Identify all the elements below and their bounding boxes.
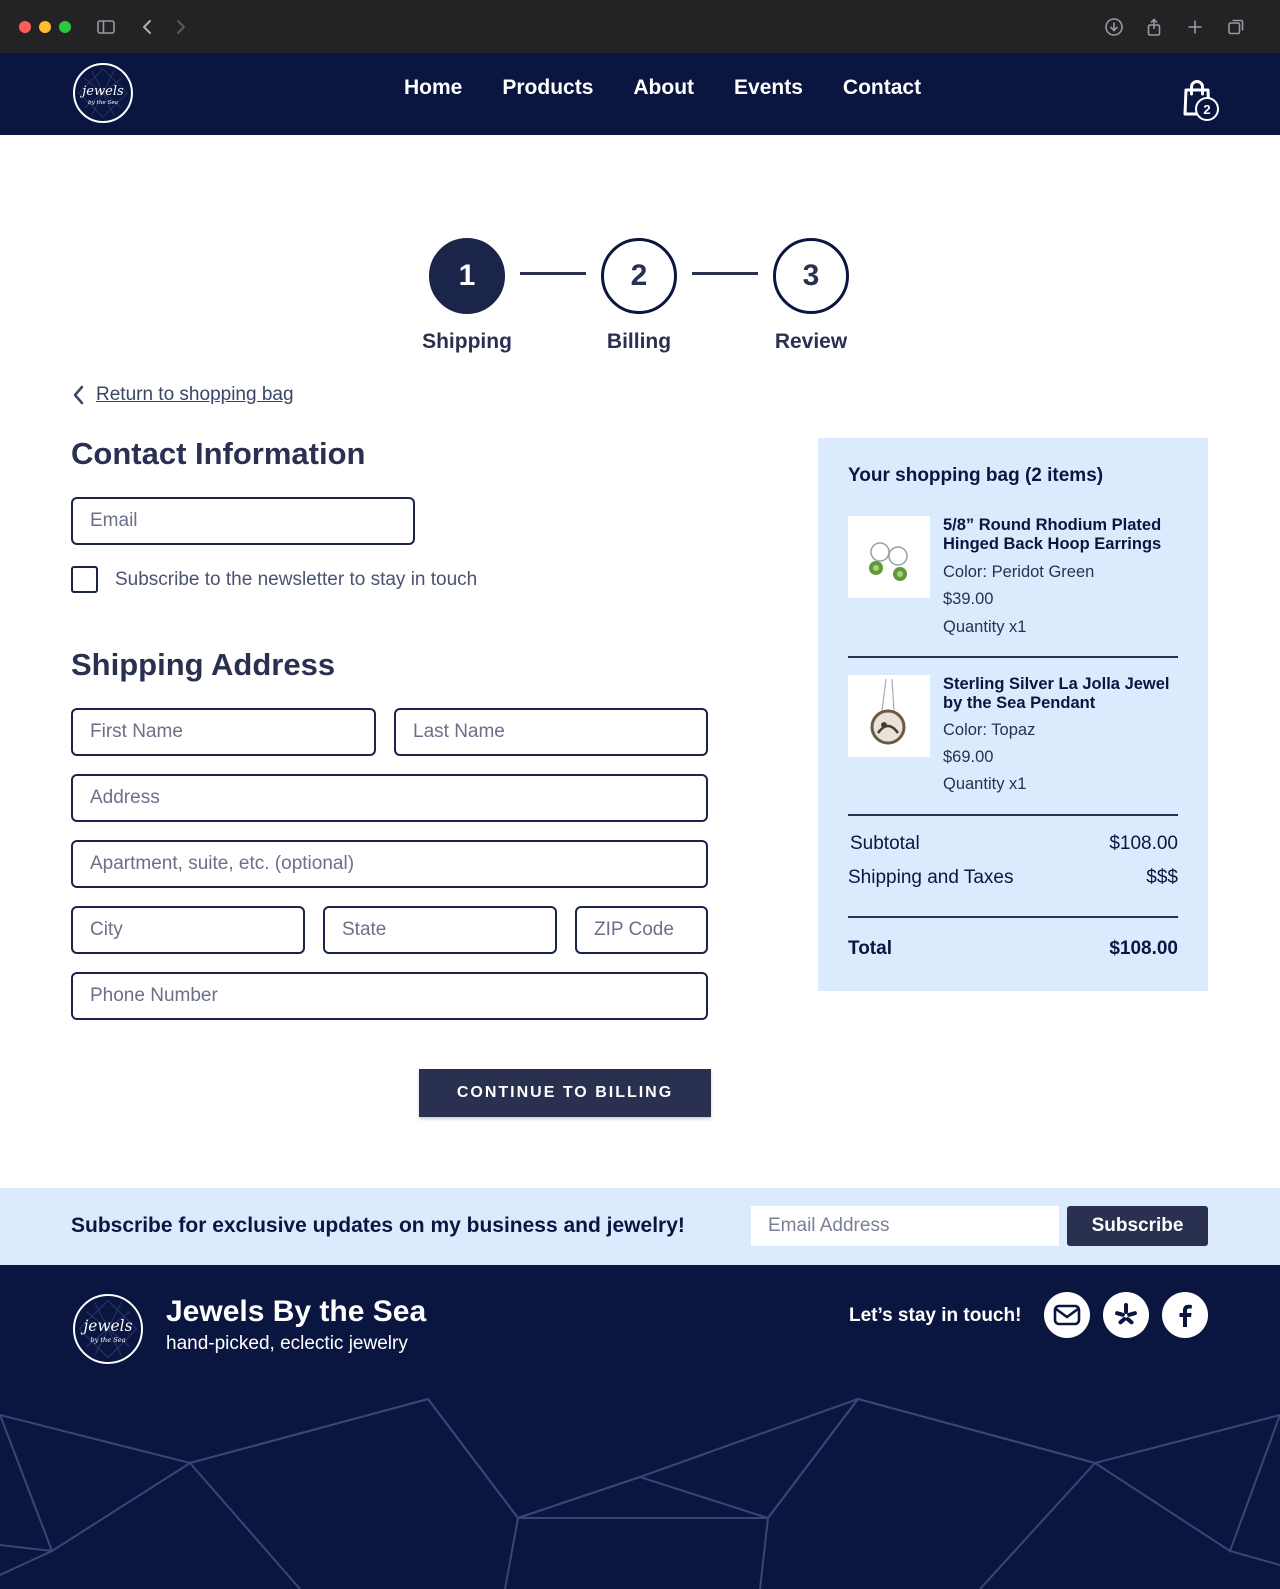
back-icon[interactable]: [135, 14, 161, 40]
main-nav: [384, 53, 941, 123]
bag-count-badge[interactable]: 2: [1195, 97, 1219, 121]
site-footer: [0, 1265, 1280, 1589]
step-connector: [520, 272, 586, 275]
newsletter-band: [0, 1188, 1280, 1265]
chevron-left-icon: [70, 384, 88, 406]
nav-link-events[interactable]: Events: [734, 76, 803, 99]
item-name: 5/8” Round Rhodium Plated Hinged Back Hoop Earrings: [943, 516, 1162, 553]
shipping-taxes-value: $$$: [1146, 867, 1178, 888]
shipping-taxes-label: Shipping and Taxes: [848, 867, 1014, 888]
facebook-icon[interactable]: [1162, 1292, 1208, 1338]
order-summary-title: Your shopping bag (2 items): [848, 465, 1104, 486]
new-tab-icon[interactable]: [1182, 14, 1208, 40]
total-label: Total: [848, 938, 892, 959]
item-quantity: Quantity x1: [943, 775, 1027, 793]
phone-number-input[interactable]: [73, 974, 706, 1018]
minimize-window-button[interactable]: [39, 21, 51, 33]
earrings-thumbnail[interactable]: [848, 516, 930, 598]
newsletter-checkbox-label: Subscribe to the newsletter to stay in touch: [115, 569, 478, 590]
step-1-label: Shipping: [422, 330, 512, 353]
email-input[interactable]: [73, 499, 413, 543]
logo-wordmark: jewels: [82, 83, 124, 99]
pendant-thumbnail[interactable]: [848, 675, 930, 757]
step-1-circle: 1: [429, 238, 505, 314]
share-icon[interactable]: [1141, 14, 1167, 40]
subscribe-button[interactable]: Subscribe: [1067, 1206, 1208, 1246]
zip-code-input[interactable]: [577, 908, 706, 952]
city-input[interactable]: [73, 908, 303, 952]
footer-tagline: hand-picked, eclectic jewelry: [166, 1333, 408, 1354]
nav-link-home[interactable]: Home: [404, 76, 463, 99]
logo[interactable]: [73, 63, 133, 123]
email-field[interactable]: [71, 497, 415, 545]
last-name-input[interactable]: [396, 710, 706, 754]
step-2-label: Billing: [606, 330, 672, 353]
newsletter-email-input[interactable]: [751, 1206, 1059, 1246]
item-price: $39.00: [943, 590, 994, 608]
divider: [848, 814, 1178, 816]
state-field[interactable]: [323, 906, 557, 954]
logo-subtext: by the Sea: [90, 1336, 126, 1345]
divider: [848, 916, 1178, 918]
newsletter-checkbox[interactable]: [71, 566, 98, 593]
city-field[interactable]: [71, 906, 305, 954]
tab-overview-icon[interactable]: [1223, 14, 1249, 40]
newsletter-text: Subscribe for exclusive updates on my business and jewelry!: [71, 1214, 685, 1237]
first-name-input[interactable]: [73, 710, 374, 754]
close-window-button[interactable]: [19, 21, 31, 33]
subtotal-label: Subtotal: [850, 833, 920, 854]
last-name-field[interactable]: [394, 708, 708, 756]
yelp-icon[interactable]: [1103, 1292, 1149, 1338]
footer-brand-name: Jewels By the Sea: [166, 1295, 427, 1328]
contact-info-title: Contact Information: [71, 436, 366, 471]
apartment-field[interactable]: [71, 840, 708, 888]
address-field[interactable]: [71, 774, 708, 822]
order-summary-panel: [818, 438, 1208, 991]
logo-subtext: by the Sea: [88, 100, 118, 107]
mail-icon[interactable]: [1044, 1292, 1090, 1338]
forward-icon[interactable]: [167, 14, 193, 40]
zip-code-field[interactable]: [575, 906, 708, 954]
return-to-bag-link[interactable]: [70, 384, 294, 406]
nav-link-products[interactable]: Products: [502, 76, 594, 99]
divider: [848, 656, 1178, 658]
address-input[interactable]: [73, 776, 706, 820]
item-name: Sterling Silver La Jolla Jewel by the Sea Pendant: [943, 675, 1170, 712]
state-input[interactable]: [325, 908, 555, 952]
item-quantity: Quantity x1: [943, 618, 1027, 636]
sidebar-toggle-icon[interactable]: [93, 14, 119, 40]
total-value: $108.00: [1109, 938, 1178, 959]
item-color: Color: Topaz: [943, 721, 1036, 739]
footer-logo[interactable]: [73, 1294, 143, 1364]
subtotal-value: $108.00: [1109, 833, 1178, 854]
phone-number-field[interactable]: [71, 972, 708, 1020]
step-3-circle: 3: [773, 238, 849, 314]
step-2-circle: 2: [601, 238, 677, 314]
nav-link-about[interactable]: About: [633, 76, 695, 99]
download-icon[interactable]: [1101, 14, 1127, 40]
browser-toolbar: [0, 0, 1280, 53]
apartment-input[interactable]: [73, 842, 706, 886]
step-3-label: Review: [774, 330, 848, 353]
nav-link-contact[interactable]: Contact: [842, 76, 922, 99]
return-link-label: Return to shopping bag: [96, 384, 294, 405]
continue-to-billing-button[interactable]: CONTINUE TO BILLING: [419, 1069, 711, 1117]
step-connector: [692, 272, 758, 275]
newsletter-email-field[interactable]: [751, 1206, 1059, 1246]
logo-wordmark: jewels: [83, 1317, 133, 1336]
item-price: $69.00: [943, 748, 994, 766]
shipping-address-title: Shipping Address: [71, 647, 336, 682]
first-name-field[interactable]: [71, 708, 376, 756]
footer-stay-in-touch: Let’s stay in touch!: [849, 1305, 1022, 1326]
zoom-window-button[interactable]: [59, 21, 71, 33]
item-color: Color: Peridot Green: [943, 563, 1095, 581]
